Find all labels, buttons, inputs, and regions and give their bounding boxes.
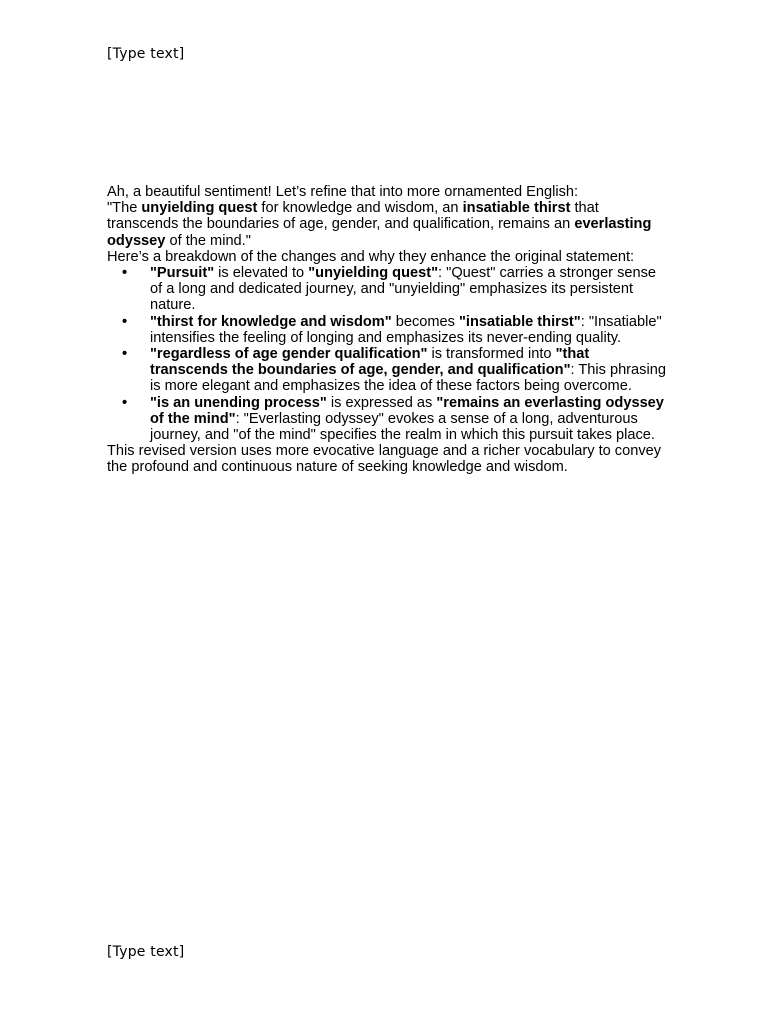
refined-phrase: "that transcends the boundaries of age, gender, and qualification": [150, 346, 590, 379]
changes-list: [107, 265, 667, 443]
intro-paragraph: Ah, a beautiful sentiment! Let’s refine that into more ornamented English:: [107, 184, 579, 200]
bullet-icon: •: [122, 313, 128, 330]
item-text: is elevated to: [214, 265, 309, 282]
list-item: [107, 314, 667, 346]
item-explanation: : "Insatiable" intensifies the feeling of longing and emphasizes its never-ending quality.: [150, 313, 662, 346]
bullet-icon: •: [122, 346, 128, 363]
item-text: becomes: [391, 313, 460, 330]
list-item: [107, 265, 667, 314]
refined-quote-paragraph: [107, 200, 667, 249]
list-item: [107, 346, 667, 395]
original-phrase: "is an unending process": [150, 394, 327, 411]
quote-bold-term: unyielding quest: [141, 200, 258, 217]
refined-phrase: "remains an everlasting odyssey of the mind": [150, 394, 664, 427]
list-item: [107, 395, 667, 444]
refined-phrase: "insatiable thirst": [459, 313, 581, 330]
bullet-icon: •: [122, 394, 128, 411]
breakdown-intro-paragraph: Here’s a breakdown of the changes and why they enhance the original statement:: [107, 248, 635, 265]
item-text: is transformed into: [427, 346, 556, 363]
page-header-placeholder: [Type text]: [107, 46, 185, 62]
conclusion-paragraph: This revised version uses more evocative language and a richer vocabulary to convey the profound and continuous nature of seeking knowledge and wisdom.: [107, 443, 662, 476]
quote-bold-term: everlasting odyssey: [107, 216, 652, 249]
quote-text: "The: [107, 200, 142, 217]
quote-text: for knowledge and wisdom, an: [257, 200, 463, 217]
item-explanation: : "Everlasting odyssey" evokes a sense of a long, adventurous journey, and "of the mind" specifies the realm in which this pursuit takes place.: [150, 410, 655, 444]
item-explanation: : This phrasing is more elegant and emphasizes the idea of these factors being overcome.: [150, 362, 666, 395]
bullet-icon: •: [122, 265, 128, 282]
page-footer-placeholder: [Type text]: [107, 944, 185, 960]
item-text: is expressed as: [326, 394, 437, 411]
original-phrase: "regardless of age gender qualification": [150, 346, 428, 363]
document-body: [107, 184, 667, 476]
refined-phrase: "unyielding quest": [308, 265, 439, 282]
quote-text: of the mind.": [165, 232, 251, 249]
quote-bold-term: insatiable thirst: [462, 200, 571, 217]
quote-text: that transcends the boundaries of age, gender, and qualification, remains an: [107, 200, 599, 233]
item-explanation: : "Quest" carries a stronger sense of a long and dedicated journey, and "unyielding" emphasizes its persistent nature.: [150, 265, 657, 314]
original-phrase: "Pursuit": [150, 265, 215, 282]
original-phrase: "thirst for knowledge and wisdom": [150, 313, 392, 330]
